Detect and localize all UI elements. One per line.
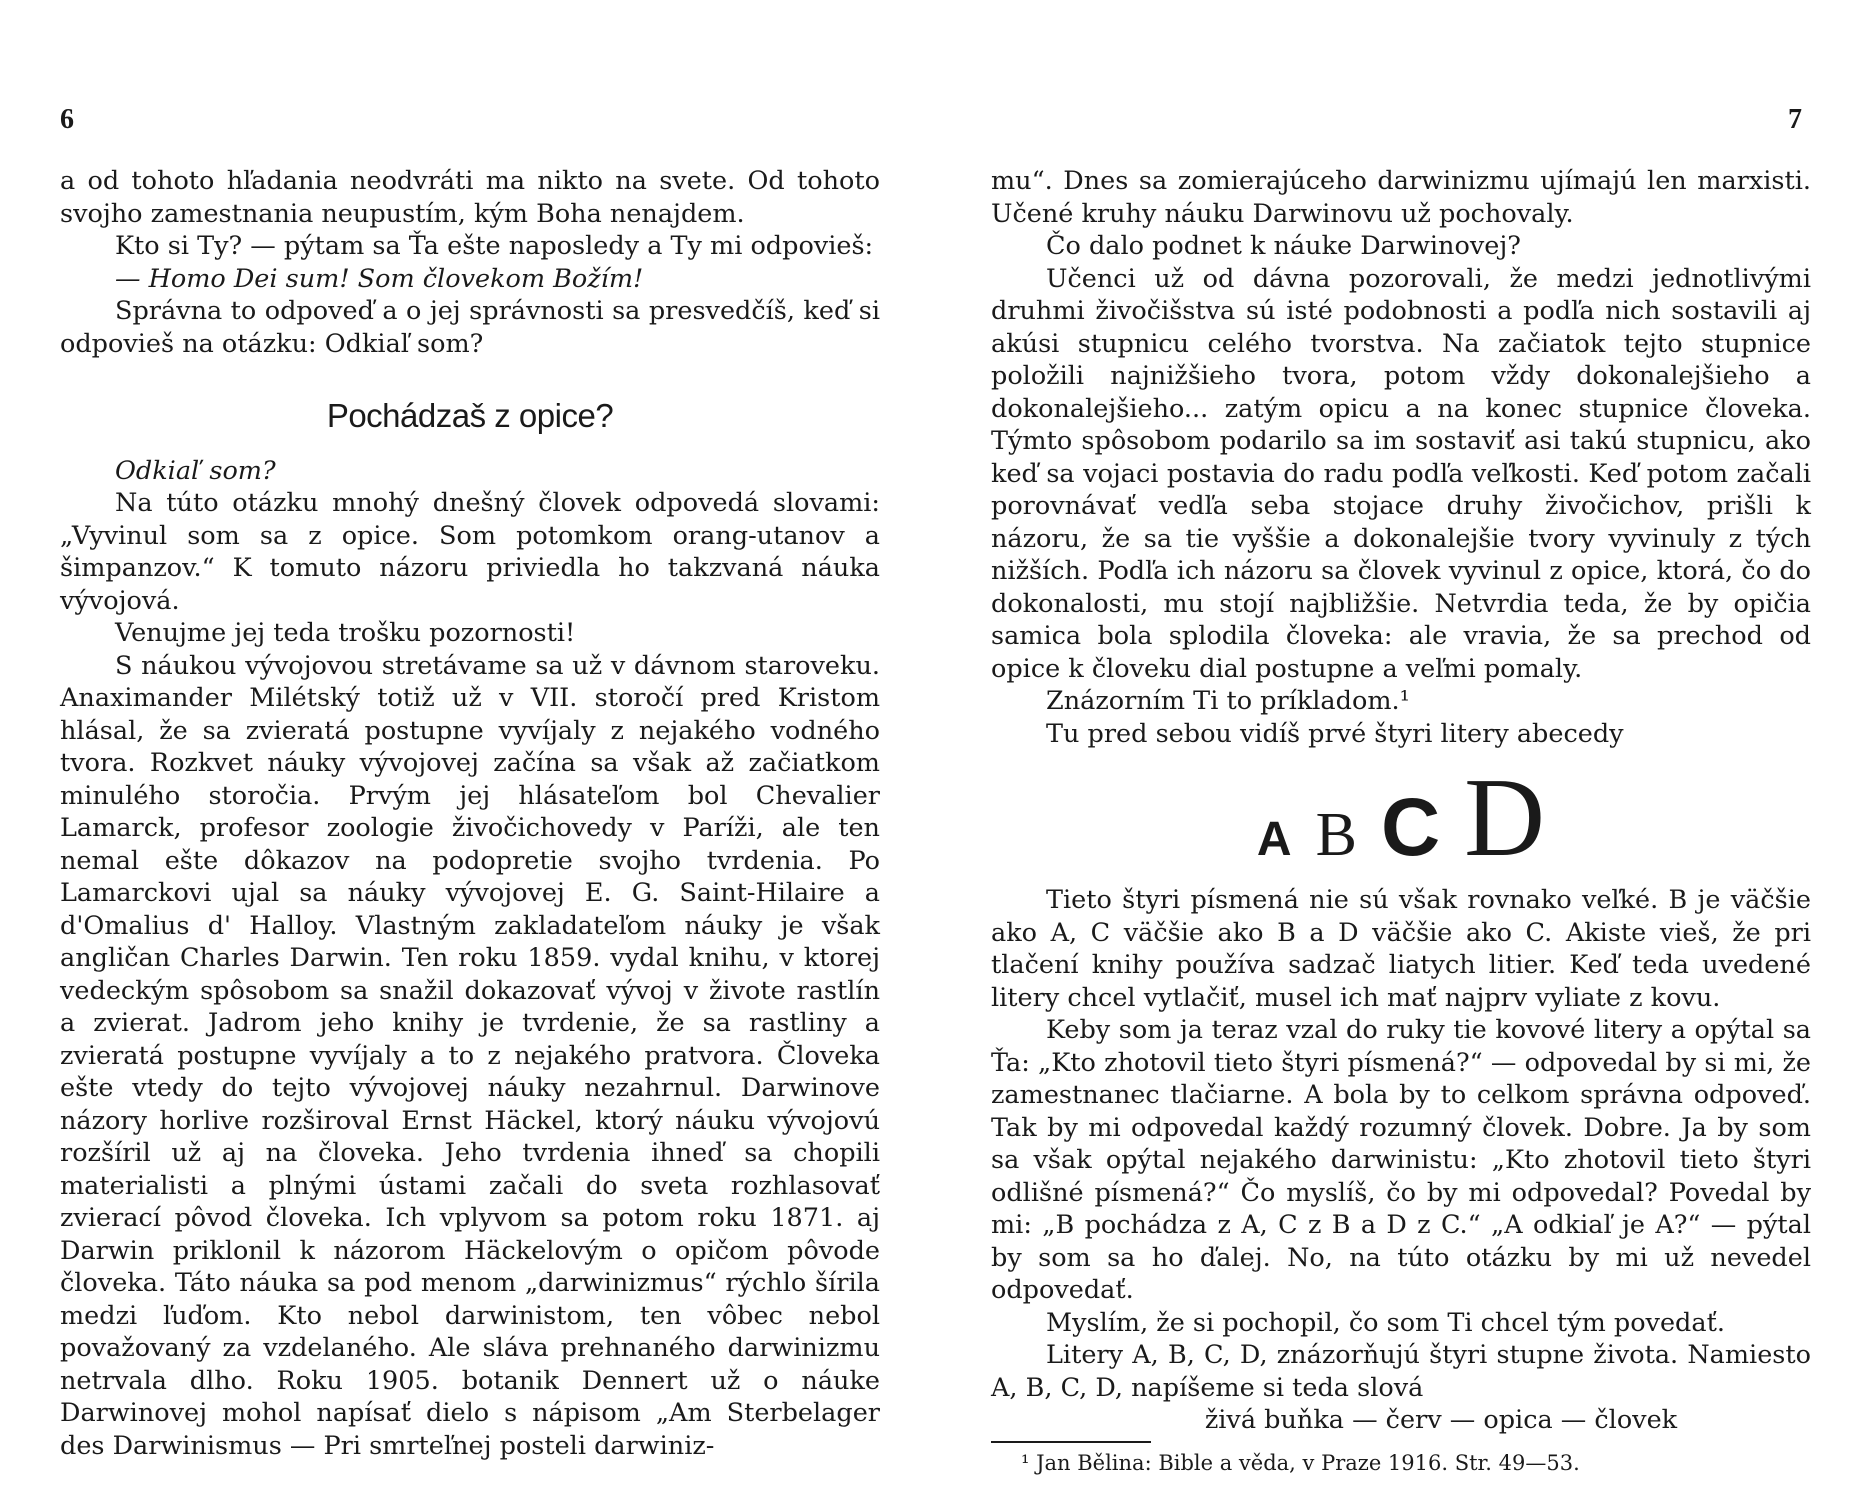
paragraph: Venujme jej teda trošku pozornosti! xyxy=(115,618,576,648)
section-heading: Pochádzaš z opice? xyxy=(326,397,614,434)
paragraph: Učenci už od dávna pozorovali, že medzi jednotlivými druhmi živočišstva sú isté podobnosti a podľa nich sostavili aj akúsi stupnicu celého tvorstva. Na začiatok tejto stupnice položili najnižšieho tvora, potom vždy dokonalejšieho a dokonalejšieho... zatým opicu a na konec stupnice človeka. Týmto spôsobom podarilo sa im sostaviť asi takú stupnicu, ako keď sa vojaci postavia do radu podľa veľkosti. Keď potom začali porovnávať vedľa seba stojace druhy živočichov, prišli k názoru, že sa tie vyššie a dokonalejšie tvory vyvinuly z tých nižších. Podľa ich názoru sa človek vyvinul z opice, ktorá, čo do dokonalosti, mu stojí najbližšie. Netvrdia teda, že by opičia samica bola splodila človeka: ale vravia, že sa prechod od opice k človeku dial postupne a veľmi pomaly. xyxy=(991,263,1811,684)
paragraph: Znázorním Ti to príkladom.¹ xyxy=(1046,686,1410,716)
paragraph: Tu pred sebou vidíš prvé štyri litery abecedy xyxy=(1046,718,1624,749)
word-sequence: živá buňka — červ — opica — človek xyxy=(1204,1405,1678,1435)
page-number: 6 xyxy=(60,104,74,135)
page-number: 7 xyxy=(1788,104,1802,135)
paragraph: a od tohoto hľadania neodvráti ma nikto na svete. Od tohoto svojho zamestnania neupustím, kým Boha nenajdem. xyxy=(60,166,880,229)
paragraph: Keby som ja teraz vzal do ruky tie kovové litery a opýtal sa Ťa: „Kto zhotovil tieto štyri písmená?“ — odpovedal by si mi, že zamestnanec tlačiarne. A bola by to celkom správna odpoveď. Tak by mi odpovedal každý rozumný človek. Dobre. Ja by som sa však opýtal nejakého darwinistu: „Kto zhotovil tieto štyri odlišné písmená?“ Čo myslíš, čo by mi odpovedal? Povedal by mi: „B pochádza z A, C z B a D z C.“ „A odkiaľ je A?“ — pýtal by som sa ho ďalej. No, na túto otázku by mi už nevedel odpovedať. xyxy=(991,1015,1811,1305)
footnote: ¹ Jan Bělina: Bible a věda, v Praze 1916. Str. 49—53. xyxy=(1021,1450,1580,1475)
left-column xyxy=(60,165,880,1462)
paragraph: Na túto otázku mnohý dnešný človek odpovedá slovami: „Vyvinul som sa z opice. Som potomkom orang-utanov a šimpanzov.“ K tomuto názoru priviedla ho takzvaná náuka vývojová. xyxy=(60,488,880,616)
paragraph-quote: — Homo Dei sum! Som človekom Božím! xyxy=(115,263,644,294)
footnote-divider xyxy=(991,1441,1151,1443)
paragraph: Litery A, B, C, D, znázorňujú štyri stupne života. Namiesto A, B, C, D, napíšeme si teda slová xyxy=(991,1340,1811,1403)
letter-sequence xyxy=(991,756,1811,880)
paragraph: Čo dalo podnet k náuke Darwinovej? xyxy=(1046,231,1521,261)
paragraph: S náukou vývojovou stretávame sa už v dávnom staroveku. Anaximander Milétský totiž už v VII. storočí pred Kristom hlásal, že sa zvieratá postupne vyvíjaly z nejakého vodného tvora. Rozkvet náuky vývojovej začína sa však až začiatkom minulého storočia. Prvým jej hlásateľom bol Chevalier Lamarck, profesor zoologie živočichovedy v Paríži, ale ten nemal ešte dôkazov na podopretie svojho tvrdenia. Po Lamarckovi ujal sa náuky vývojovej E. G. Saint-Hilaire a d'Omalius d' Halloy. Vlastným zakladateľom náuky je však angličan Charles Darwin. Ten roku 1859. vydal knihu, v ktorej vedeckým spôsobom sa snažil dokazovať vývoj v živote rastlín a zvierat. Jadrom jeho knihy je tvrdenie, že sa rastliny a zvieratá postupne vyvíjaly a to z nejakého pratvora. Človeka ešte vtedy do tejto vývojovej náuky nezahrnul. Darwinove názory horlive rozširoval Ernst Häckel, ktorý náuku vývojovú rozšíril už aj na človeka. Jeho tvrdenia ihneď sa chopili materialisti a plnými ústami začali do sveta rozhlasovať zvierací pôvod človeka. Ich vplyvom sa potom roku 1871. aj Darwin priklonil k názorom Häckelovým o opičom pôvode človeka. Táto náuka sa pod menom „darwinizmus“ rýchlo šírila medzi ľuďom. Kto nebol darwinistom, ten vôbec nebol považovaný za vzdelaného. Ale sláva prehnaného darwinizmu netrvala dlho. Roku 1905. botanik Dennert už o náuke Darwinovej mohol napísať dielo s nápisom „Am Sterbelager des Darwinismus — Pri smrteľnej posteli darwiniz- xyxy=(60,650,880,1461)
paragraph: Kto si Ty? — pýtam sa Ťa ešte naposledy a Ty mi odpovieš: xyxy=(115,231,874,261)
letter-d: D xyxy=(1464,756,1546,880)
paragraph: Myslím, že si pochopil, čo som Ti chcel tým povedať. xyxy=(1046,1307,1725,1338)
letter-b: B xyxy=(1315,801,1357,869)
paragraph: mu“. Dnes sa zomierajúceho darwinizmu ujímajú len marxisti. Učené kruhy náuku Darwinovu už pochovaly. xyxy=(991,166,1811,229)
paragraph: Správna to odpoveď a o jej správnosti sa presvedčíš, keď si odpovieš na otázku: Odkiaľ som? xyxy=(60,296,880,359)
letter-a: A xyxy=(1256,813,1292,866)
paragraph-question: Odkiaľ som? xyxy=(115,455,276,486)
right-column xyxy=(991,165,1811,1477)
paragraph: Tieto štyri písmená nie sú však rovnako veľké. B je väčšie ako A, C väčšie ako B a D väčšie ako C. Akiste vieš, že pri tlačení knihy používa sadzač liatych litier. Keď teda uvedené litery chcel vytlačiť, musel ich mať najprv vyliate z kovu. xyxy=(991,885,1811,1013)
right-page xyxy=(931,0,1862,1500)
letter-c: C xyxy=(1380,782,1441,873)
